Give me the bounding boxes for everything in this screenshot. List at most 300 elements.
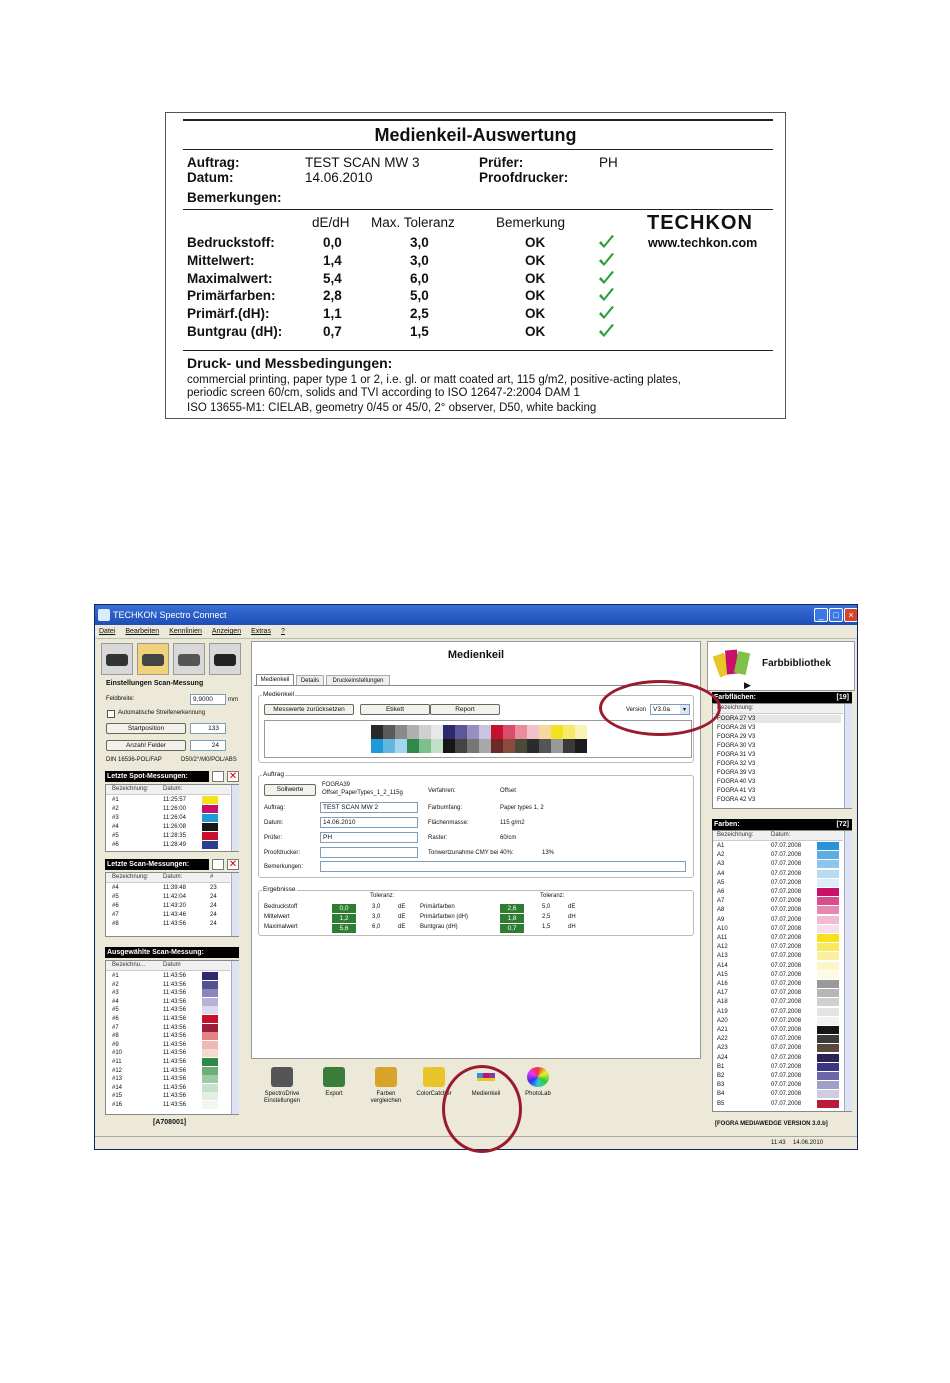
farbflaechen-item[interactable]: FOGRA 30 V3 <box>717 743 756 749</box>
selected-row-name[interactable]: #7 <box>112 1024 119 1031</box>
farbflaechen-item[interactable]: FOGRA 42 V3 <box>717 797 756 803</box>
farbflaechen-item[interactable]: FOGRA 27 V3 <box>717 715 841 723</box>
selected-row-name[interactable]: #1 <box>112 973 119 979</box>
col-tol-header: Max. Toleranz <box>371 215 455 230</box>
device-icon-1[interactable] <box>101 643 133 675</box>
farben-item-date[interactable]: 07.07.2008 <box>771 861 802 868</box>
spot-list <box>105 784 239 852</box>
title-bar <box>95 605 857 625</box>
pruefer-input[interactable]: PH <box>320 832 418 843</box>
result-remark: OK <box>525 252 546 268</box>
selected-row-time[interactable]: 11:43:56 <box>163 990 186 997</box>
header-rule <box>183 209 773 210</box>
selected-row-swatch <box>202 1032 218 1040</box>
sollwerte-line-1: FOGRA39 <box>322 782 351 788</box>
farben-item-swatch <box>817 860 839 868</box>
farben-item-swatch <box>817 998 839 1006</box>
result-right-value: 2,6 <box>500 904 524 913</box>
report-button[interactable]: Report <box>430 704 500 715</box>
selected-row-name[interactable]: #14 <box>112 1084 123 1091</box>
farben-item-name[interactable]: A8 <box>717 907 725 914</box>
tab-druckeinstellungen[interactable]: Druckeinstellungen <box>326 675 390 685</box>
farben-scrollbar[interactable] <box>844 831 852 1111</box>
reset-button[interactable]: Messwerte zurücksetzen <box>264 704 354 715</box>
farben-header: Bezeichnung: Datum: <box>713 831 843 841</box>
farbflaechen-item[interactable]: FOGRA 31 V3 <box>717 752 756 758</box>
spot-delete-icon[interactable]: ✕ <box>228 771 238 782</box>
farben-item-swatch <box>817 1072 839 1080</box>
farben-item-date[interactable]: 07.07.2008 <box>771 1036 802 1043</box>
scan-row-time[interactable]: 11:39:48 <box>163 885 186 891</box>
strip-patch <box>455 739 467 753</box>
farben-item-name[interactable]: B1 <box>717 1063 725 1070</box>
selected-row-time[interactable]: 11:43:56 <box>163 1041 186 1048</box>
selected-row-time[interactable]: 11:43:56 <box>163 1016 186 1022</box>
result-left-value: 1,2 <box>332 914 356 923</box>
datum-input[interactable]: 14.06.2010 <box>320 817 418 828</box>
selected-scrollbar[interactable] <box>231 961 239 1114</box>
farben-item-name[interactable]: A12 <box>717 944 728 951</box>
selected-row-name[interactable]: #11 <box>112 1059 122 1065</box>
selected-row-swatch <box>202 1067 218 1075</box>
farbflaechen-item[interactable]: FOGRA 28 V3 <box>717 725 756 731</box>
strip-patch <box>491 725 503 739</box>
farben-item-name[interactable]: A2 <box>717 852 725 859</box>
strip-patch <box>563 725 575 739</box>
farben-item-swatch <box>817 1026 839 1034</box>
auftrag-value: TEST SCAN MW 3 <box>305 155 420 170</box>
farben-item-date[interactable]: 07.07.2008 <box>771 1045 802 1052</box>
datum-label: Datum: <box>187 170 234 185</box>
spot-row-swatch <box>202 841 218 849</box>
auftrag-input[interactable]: TEST SCAN MW 2 <box>320 802 418 813</box>
check-icon <box>597 305 615 321</box>
bemerkungen-label: Bemerkungen: <box>264 864 304 870</box>
selected-row-name[interactable]: #2 <box>112 981 119 988</box>
selected-row-swatch <box>202 1075 218 1083</box>
farben-item-date[interactable]: 07.07.2008 <box>771 852 802 859</box>
col-de-header: dE/dH <box>312 215 350 230</box>
maximize-icon[interactable]: □ <box>829 608 843 622</box>
farben-item-name[interactable]: A11 <box>717 935 728 941</box>
farben-item-name[interactable]: A6 <box>717 889 725 895</box>
farben-item-date[interactable]: 07.07.2008 <box>771 935 802 941</box>
top-rule <box>183 119 773 121</box>
strip-patch <box>407 739 419 753</box>
spot-row-swatch <box>202 796 218 804</box>
feldbreite-unit: mm <box>228 697 238 703</box>
selected-row-time[interactable]: 11:43:56 <box>163 1084 186 1091</box>
farben-item-name[interactable]: A21 <box>717 1027 728 1033</box>
toleranz-left-label: Toleranz: <box>370 893 395 899</box>
spot-row-time[interactable]: 11:26:00 <box>163 806 186 812</box>
expand-arrow-icon[interactable]: ▶ <box>744 680 751 690</box>
library-header <box>707 641 855 691</box>
strip-patch <box>383 725 395 739</box>
result-left-unit: dE <box>398 904 406 910</box>
selected-row-time[interactable]: 11:43:56 <box>163 1102 186 1108</box>
scan-panel-title: Letzte Scan-Messungen: <box>105 859 209 870</box>
result-label: Mittelwert: <box>187 252 255 268</box>
farben-item-swatch <box>817 1090 839 1098</box>
check-icon <box>597 287 615 303</box>
selected-row-swatch <box>202 1041 218 1049</box>
strip-patch <box>527 725 539 739</box>
window-title: TECHKON Spectro Connect <box>113 610 227 620</box>
selected-row-name[interactable]: #3 <box>112 990 119 997</box>
selected-row-time[interactable]: 11:43:56 <box>163 1076 186 1083</box>
strip-patch <box>443 725 455 739</box>
farben-list <box>712 830 852 1112</box>
spot-row-time[interactable]: 11:26:08 <box>163 824 186 830</box>
menu-kennlinien[interactable]: Kennlinien <box>169 628 202 635</box>
result-right-unit: dH <box>568 924 576 930</box>
spot-row-time[interactable]: 11:25:57 <box>163 797 186 803</box>
website: www.techkon.com <box>648 236 758 250</box>
farben-item-date[interactable]: 07.07.2008 <box>771 962 802 969</box>
toolbar-label: SpectroDrive Einstellungen <box>263 1091 301 1104</box>
minimize-icon[interactable]: _ <box>814 608 828 622</box>
farben-item-swatch <box>817 1044 839 1052</box>
flaechenmasse-value: 115 g/m2 <box>500 820 525 826</box>
spot-new-icon[interactable] <box>212 771 224 782</box>
etikett-button[interactable]: Etikett <box>360 704 430 715</box>
strip-patch <box>419 739 431 753</box>
farben-item-name[interactable]: A22 <box>717 1036 728 1043</box>
selected-row-swatch <box>202 1084 218 1092</box>
result-left-label: Bedruckstoff <box>264 904 298 910</box>
result-left-value: 0,0 <box>332 904 356 913</box>
selected-row-time[interactable]: 11:43:56 <box>163 1007 186 1014</box>
spot-row-swatch <box>202 805 218 813</box>
farben-item-name[interactable]: A4 <box>717 870 725 877</box>
conditions-line-1: commercial printing, paper type 1 or 2, i.e. gl. or matt coated art, 115 g/m2, positive-acting plates, <box>187 374 681 386</box>
spot-row-name[interactable]: #1 <box>112 797 119 803</box>
device-icon-3[interactable] <box>173 643 205 675</box>
menu-datei[interactable]: Datei <box>99 628 116 635</box>
scan-row-name[interactable]: #4 <box>112 885 119 891</box>
anzahl-felder-input[interactable]: 24 <box>190 740 226 751</box>
strip-patch <box>575 739 587 753</box>
spot-row-time[interactable]: 11:28:49 <box>163 842 186 848</box>
farben-item-name[interactable]: A19 <box>717 1008 728 1015</box>
toolbar-button[interactable] <box>309 1067 359 1127</box>
farben-item-date[interactable]: 07.07.2008 <box>771 889 802 895</box>
selected-row-name[interactable]: #12 <box>112 1067 123 1074</box>
result-left-tolerance: 6,0 <box>372 924 381 930</box>
result-right-value: 0,7 <box>500 924 524 933</box>
chevron-down-icon[interactable]: ▾ <box>680 705 689 714</box>
farben-item-name[interactable]: A15 <box>717 971 728 978</box>
device-icon-4[interactable] <box>209 643 241 675</box>
menu-extras[interactable]: Extras <box>251 628 271 635</box>
farbflaechen-item[interactable]: FOGRA 40 V3 <box>717 779 756 785</box>
farben-item-date[interactable]: 07.07.2008 <box>771 1063 802 1070</box>
pruefer-label: Prüfer: <box>479 155 524 170</box>
spot-row-name[interactable]: #6 <box>112 842 119 848</box>
farben-item-name[interactable]: A9 <box>717 916 725 923</box>
spot-row-name[interactable]: #5 <box>112 833 119 839</box>
farben-item-swatch <box>817 888 839 896</box>
strip-patch <box>479 725 491 739</box>
selected-row-time[interactable]: 11:43:56 <box>163 1050 186 1057</box>
farben-item-date[interactable]: 07.07.2008 <box>771 907 802 914</box>
selected-list-header: Bezeichnu... Datum <box>106 961 230 971</box>
result-label: Buntgrau (dH): <box>187 324 283 339</box>
close-icon[interactable]: × <box>844 608 858 622</box>
selected-row-name[interactable]: #4 <box>112 998 119 1005</box>
selected-scan-list <box>105 960 239 1115</box>
selected-row-swatch <box>202 989 218 997</box>
farben-item-name[interactable]: A10 <box>717 925 728 932</box>
scan-row-time[interactable]: 11:42:04 <box>163 894 186 900</box>
menu-help[interactable]: ? <box>280 628 285 635</box>
farben-item-name[interactable]: A14 <box>717 962 728 969</box>
selected-row-time[interactable]: 11:43:56 <box>163 973 186 979</box>
photolab-icon <box>527 1067 549 1087</box>
result-right-unit: dE <box>568 904 576 910</box>
spot-row-time[interactable]: 11:28:35 <box>163 833 186 839</box>
ergebnisse-group <box>258 890 694 936</box>
spot-row-swatch <box>202 823 218 831</box>
spot-row-time[interactable]: 11:26:04 <box>163 815 186 821</box>
medienkeil-highlight <box>442 1065 522 1153</box>
scan-row-name[interactable]: #6 <box>112 903 119 909</box>
export-icon <box>323 1067 345 1087</box>
selected-row-name[interactable]: #15 <box>112 1093 123 1100</box>
scan-row-count: 24 <box>210 921 217 927</box>
farben-item-date[interactable]: 07.07.2008 <box>771 1082 802 1089</box>
scan-row-time[interactable]: 11:43:20 <box>163 903 186 909</box>
datum-label: Datum: <box>264 820 284 826</box>
farben-item-date[interactable]: 07.07.2008 <box>771 916 802 923</box>
farben-item-name[interactable]: A1 <box>717 843 725 849</box>
strip-patch <box>443 739 455 753</box>
result-left-unit: dE <box>398 924 406 930</box>
result-tolerance-value: 2,5 <box>410 306 429 322</box>
farbflaechen-item[interactable]: FOGRA 41 V3 <box>717 788 756 794</box>
selected-row-time[interactable]: 11:43:56 <box>163 998 186 1005</box>
farben-item-name[interactable]: A20 <box>717 1017 728 1024</box>
auto-detect-label: Automatische Streifenerkennung <box>118 710 206 716</box>
compare-colors-icon <box>375 1067 397 1087</box>
menu-anzeigen[interactable]: Anzeigen <box>211 628 242 635</box>
farben-item-swatch <box>817 962 839 970</box>
tab-medienkeil[interactable]: Medienkeil <box>256 674 294 685</box>
farbflaechen-item[interactable]: FOGRA 39 V3 <box>717 770 756 776</box>
farben-item-date[interactable]: 07.07.2008 <box>771 990 802 997</box>
strip-patch <box>431 725 443 739</box>
farben-item-date[interactable]: 07.07.2008 <box>771 1073 802 1079</box>
result-remark: OK <box>525 288 546 304</box>
device-id: [A708001] <box>153 1119 187 1126</box>
auto-detect-checkbox[interactable] <box>107 710 115 718</box>
farben-item-date[interactable]: 07.07.2008 <box>771 925 802 932</box>
farben-item-swatch <box>817 989 839 997</box>
anzahl-felder-button[interactable]: Anzahl Felder <box>106 740 186 751</box>
result-tolerance-value: 5,0 <box>410 288 429 304</box>
bemerkungen-input[interactable] <box>320 861 686 872</box>
toolbar-label: ColorCatcher <box>416 1091 452 1097</box>
selected-row-name[interactable]: #6 <box>112 1016 119 1022</box>
scan-row-name[interactable]: #7 <box>112 912 119 918</box>
spot-row-name[interactable]: #2 <box>112 806 119 812</box>
farben-item-name[interactable]: B4 <box>717 1091 725 1098</box>
farben-item-date[interactable]: 07.07.2008 <box>771 953 802 960</box>
auftrag-label: Auftrag: <box>187 155 240 170</box>
menu-bearbeiten[interactable]: Bearbeiten <box>125 628 160 635</box>
farben-item-name[interactable]: A13 <box>717 953 728 960</box>
scan-row-time[interactable]: 11:43:46 <box>163 912 186 918</box>
verfahren-label: Verfahren: <box>428 788 456 794</box>
menu-bar <box>95 625 857 639</box>
colorcatcher-icon <box>423 1067 445 1087</box>
farben-item-date[interactable]: 07.07.2008 <box>771 898 802 905</box>
farbflaechen-item[interactable]: FOGRA 29 V3 <box>717 734 756 740</box>
spot-row-name[interactable]: #4 <box>112 824 119 830</box>
conditions-rule <box>183 350 773 351</box>
farben-item-name[interactable]: A23 <box>717 1045 728 1052</box>
farben-item-date[interactable]: 07.07.2008 <box>771 1091 802 1098</box>
selected-row-name[interactable]: #13 <box>112 1076 123 1083</box>
scan-row-count: 24 <box>210 912 217 918</box>
farben-item-swatch <box>817 1017 839 1025</box>
selected-row-name[interactable]: #9 <box>112 1041 119 1048</box>
farben-item-date[interactable]: 07.07.2008 <box>771 843 802 849</box>
farben-item-name[interactable]: B5 <box>717 1100 725 1107</box>
farben-item-date[interactable]: 07.07.2008 <box>771 1008 802 1015</box>
selected-row-swatch <box>202 1006 218 1014</box>
farben-item-date[interactable]: 07.07.2008 <box>771 879 802 886</box>
app-icon <box>98 609 110 621</box>
scan-scrollbar[interactable] <box>231 873 239 936</box>
farben-item-name[interactable]: A3 <box>717 861 725 868</box>
selected-row-time[interactable]: 11:43:56 <box>163 1033 186 1040</box>
farben-item-name[interactable]: A18 <box>717 999 728 1006</box>
status-time: 11:43 <box>771 1140 786 1146</box>
farben-item-swatch <box>817 1063 839 1071</box>
main-title: Medienkeil <box>447 649 505 661</box>
result-left-unit: dE <box>398 914 406 920</box>
farben-item-date[interactable]: 07.07.2008 <box>771 1054 802 1061</box>
scan-row-count: 24 <box>210 894 217 900</box>
version-select[interactable]: V3.0a ▾ <box>650 704 690 715</box>
device-icon-2[interactable] <box>137 643 169 675</box>
farben-item-date[interactable]: 07.07.2008 <box>771 1027 802 1033</box>
selected-row-name[interactable]: #5 <box>112 1007 119 1014</box>
farben-item-date[interactable]: 07.07.2008 <box>771 1017 802 1024</box>
farben-item-name[interactable]: A7 <box>717 898 725 905</box>
selected-row-time[interactable]: 11:43:56 <box>163 1067 186 1074</box>
device-icons <box>99 641 245 679</box>
farben-item-date[interactable]: 07.07.2008 <box>771 870 802 877</box>
strip-patch <box>515 725 527 739</box>
toolbar-button[interactable] <box>257 1067 307 1127</box>
scan-row-name[interactable]: #8 <box>112 921 119 927</box>
result-left-value: 5,6 <box>332 924 356 933</box>
proofdrucker-label: Proofdrucker: <box>479 170 569 185</box>
result-right-label: Buntgrau (dH) <box>420 924 458 930</box>
scan-row-name[interactable]: #5 <box>112 894 119 900</box>
selected-row-time[interactable]: 11:43:56 <box>163 1024 186 1031</box>
feldbreite-input[interactable]: 9,9000 <box>190 694 226 705</box>
farben-item-date[interactable]: 07.07.2008 <box>771 981 802 987</box>
toolbar-label: Medienkeil <box>471 1091 501 1097</box>
flaechenmasse-label: Flächenmasse: <box>428 820 469 826</box>
sollwerte-button[interactable]: Sollwerte <box>264 784 316 796</box>
strip-patch <box>395 739 407 753</box>
result-de-value: 2,8 <box>323 288 342 304</box>
strip-patch <box>575 725 587 739</box>
farben-item-name[interactable]: A17 <box>717 990 728 997</box>
spot-row-name[interactable]: #3 <box>112 815 119 821</box>
library-footer: [FOGRA MEDIAWEDGE VERSION 3.0.b] <box>715 1121 828 1127</box>
strip-patch <box>527 739 539 753</box>
scan-delete-icon[interactable]: ✕ <box>228 859 238 870</box>
farben-item-date[interactable]: 07.07.2008 <box>771 1100 802 1107</box>
farbumfang-label: Farbumfang: <box>428 805 463 811</box>
result-de-value: 0,7 <box>323 324 342 339</box>
scan-new-icon[interactable] <box>212 859 224 870</box>
strip-patch <box>467 725 479 739</box>
farben-item-name[interactable]: A5 <box>717 879 725 886</box>
result-right-value: 1,8 <box>500 914 524 923</box>
toolbar-button[interactable] <box>361 1067 411 1127</box>
strip-patch <box>371 725 383 739</box>
sollwerte-line-2: Offset_PaperTypes_1_2_115g <box>322 790 403 796</box>
farben-item-swatch <box>817 879 839 887</box>
pruefer-value: PH <box>599 155 618 170</box>
farbflaechen-scrollbar[interactable] <box>844 704 852 808</box>
farben-item-name[interactable]: B3 <box>717 1082 725 1089</box>
startposition-button[interactable]: Startposition <box>106 723 186 734</box>
farben-item-swatch <box>817 1081 839 1089</box>
farben-item-name[interactable]: A16 <box>717 981 728 987</box>
scan-row-time[interactable]: 11:43:56 <box>163 921 186 927</box>
scan-list <box>105 872 239 937</box>
farben-item-date[interactable]: 07.07.2008 <box>771 971 802 978</box>
bemerkungen-label: Bemerkungen: <box>187 190 282 205</box>
proofdrucker-input[interactable] <box>320 847 418 858</box>
selected-row-name[interactable]: #10 <box>112 1050 123 1057</box>
selected-row-time[interactable]: 11:43:56 <box>163 981 186 988</box>
selected-row-name[interactable]: #16 <box>112 1102 123 1108</box>
strip-patch <box>503 739 515 753</box>
farbflaechen-item[interactable]: FOGRA 32 V3 <box>717 761 756 767</box>
farbumfang-value: Paper types 1, 2 <box>500 805 544 811</box>
result-remark: OK <box>525 270 546 286</box>
spectrodrive-icon <box>271 1067 293 1087</box>
tab-details[interactable]: Details <box>296 675 324 685</box>
farben-item-date[interactable]: 07.07.2008 <box>771 944 802 951</box>
farben-item-date[interactable]: 07.07.2008 <box>771 999 802 1006</box>
startposition-input[interactable]: 133 <box>190 723 226 734</box>
auftrag-label: Auftrag: <box>264 805 286 811</box>
farben-item-name[interactable]: B2 <box>717 1073 725 1079</box>
strip-patch <box>383 739 395 753</box>
selected-panel-title: Ausgewählte Scan-Messung: <box>105 947 239 958</box>
selected-row-time[interactable]: 11:43:56 <box>163 1093 186 1100</box>
selected-row-time[interactable]: 11:43:56 <box>163 1059 186 1065</box>
farben-item-swatch <box>817 1008 839 1016</box>
selected-row-name[interactable]: #8 <box>112 1033 119 1040</box>
result-de-value: 0,0 <box>323 235 342 250</box>
selected-row-swatch <box>202 1101 218 1109</box>
farben-item-name[interactable]: A24 <box>717 1054 728 1061</box>
col-bem-header: Bemerkung <box>496 215 566 230</box>
spot-scrollbar[interactable] <box>231 785 239 851</box>
strip-patch <box>503 725 515 739</box>
